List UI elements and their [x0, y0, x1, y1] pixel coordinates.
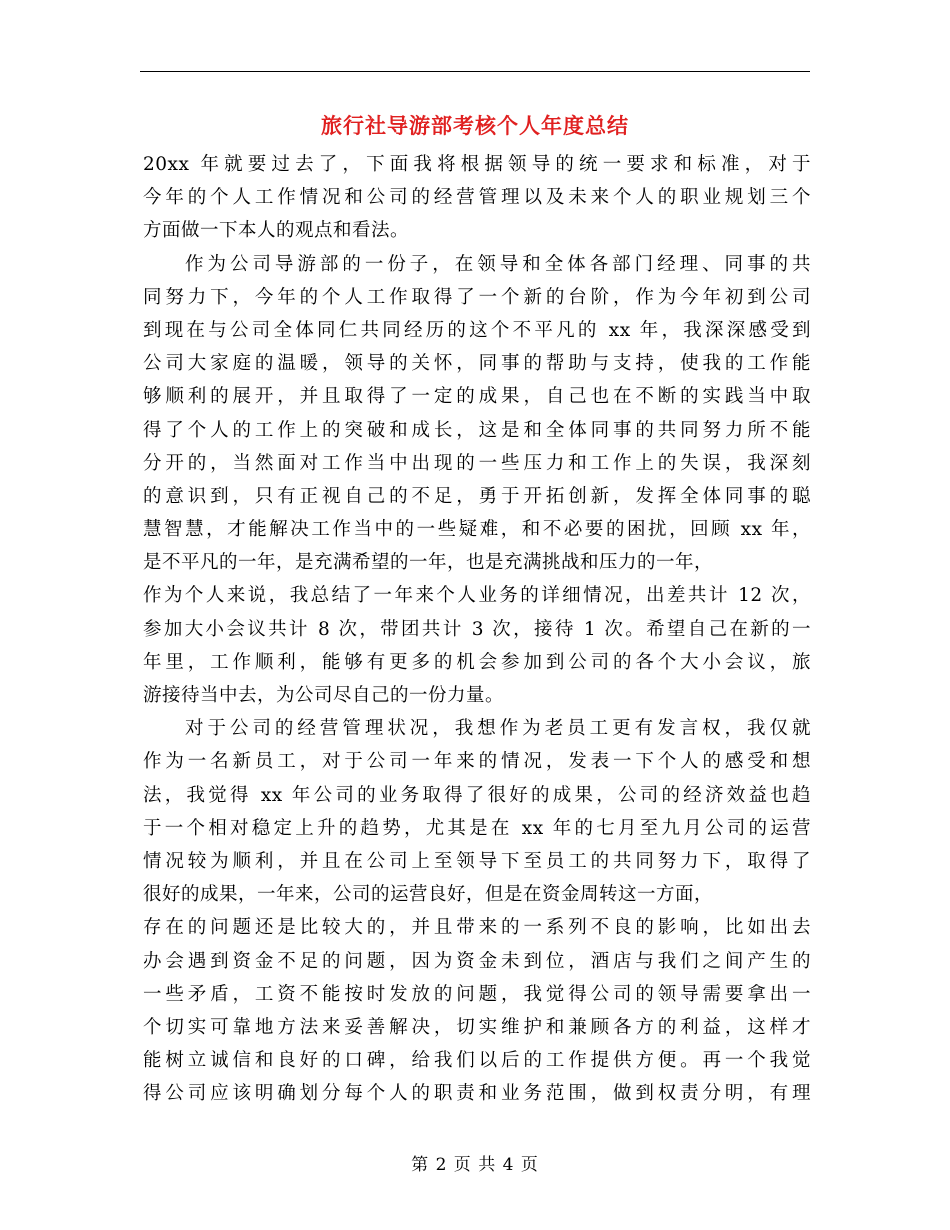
document-title: 旅行社导游部考核个人年度总结	[321, 113, 629, 138]
text-line: 同努力下，今年的个人工作取得了一个新的台阶，作为今年初到公司	[143, 286, 811, 308]
text-line: 是不平凡的一年，是充满希望的一年，也是充满挑战和压力的一年，	[143, 552, 714, 574]
text-line: 年里，工作顺利，能够有更多的机会参加到公司的各个大小会议，旅	[143, 651, 811, 673]
text-line: 参加大小会议共计 8 次，带团共计 3 次，接待 1 次。希望自己在新的一	[143, 618, 811, 640]
text-line: 慧智慧，才能解决工作当中的一些疑难，和不必要的困扰，回顾 xx 年，	[143, 519, 811, 541]
text-line: 得公司应该明确划分每个人的职责和业务范围，做到权责分明，有理	[143, 1083, 811, 1105]
text-line: 得了个人的工作上的突破和成长，这是和全体同事的共同努力所不能	[143, 419, 811, 441]
text-line: 作为公司导游部的一份子，在领导和全体各部门经理、同事的共	[185, 253, 811, 275]
text-line: 能树立诚信和良好的口碑，给我们以后的工作提供方便。再一个我觉	[143, 1050, 811, 1072]
text-line: 游接待当中去，为公司尽自己的一份力量。	[143, 685, 505, 706]
text-line: 到现在与公司全体同仁共同经历的这个不平凡的 xx 年，我深深感受到	[143, 319, 811, 341]
text-line: 情况较为顺利，并且在公司上至领导下至员工的共同努力下，取得了	[143, 850, 811, 872]
text-line: 个切实可靠地方法来妥善解决，切实维护和兼顾各方的利益，这样才	[143, 1016, 811, 1038]
page-number-footer: 第 2 页 共 4 页	[411, 1155, 539, 1175]
document-body	[143, 148, 811, 1110]
text-line: 很好的成果，一年来，公司的运营良好，但是在资金周转这一方面，	[143, 884, 714, 906]
text-line: 办会遇到资金不足的问题，因为资金未到位，酒店与我们之间产生的	[143, 950, 811, 972]
text-line: 对于公司的经营管理状况，我想作为老员工更有发言权，我仅就	[185, 718, 811, 740]
header-rule	[140, 71, 810, 72]
text-line: 法，我觉得 xx 年公司的业务取得了很好的成果，公司的经济效益也趋	[143, 784, 811, 806]
text-line: 的意识到，只有正视自己的不足，勇于开拓创新，发挥全体同事的聪	[143, 485, 811, 507]
text-line: 一些矛盾，工资不能按时发放的问题，我觉得公司的领导需要拿出一	[143, 983, 811, 1005]
text-line: 方面做一下本人的观点和看法。	[143, 220, 410, 242]
text-line: 作为一名新员工，对于公司一年来的情况，发表一下个人的感受和想	[143, 751, 811, 773]
text-line: 存在的问题还是比较大的，并且带来的一系列不良的影响，比如出去	[143, 917, 811, 939]
text-line: 公司大家庭的温暖，领导的关怀，同事的帮助与支持，使我的工作能	[143, 353, 811, 375]
text-line: 今年的个人工作情况和公司的经营管理以及未来个人的职业规划三个	[143, 187, 811, 209]
text-line: 20xx 年就要过去了，下面我将根据领导的统一要求和标准，对于	[143, 154, 811, 175]
text-line: 分开的，当然面对工作当中出现的一些压力和工作上的失误，我深刻	[143, 452, 811, 474]
text-line: 于一个相对稳定上升的趋势，尤其是在 xx 年的七月至九月公司的运营	[143, 817, 811, 839]
text-line: 作为个人来说，我总结了一年来个人业务的详细情况，出差共计 12 次，	[143, 585, 811, 607]
text-line: 够顺利的展开，并且取得了一定的成果，自己也在不断的实践当中取	[143, 386, 811, 408]
